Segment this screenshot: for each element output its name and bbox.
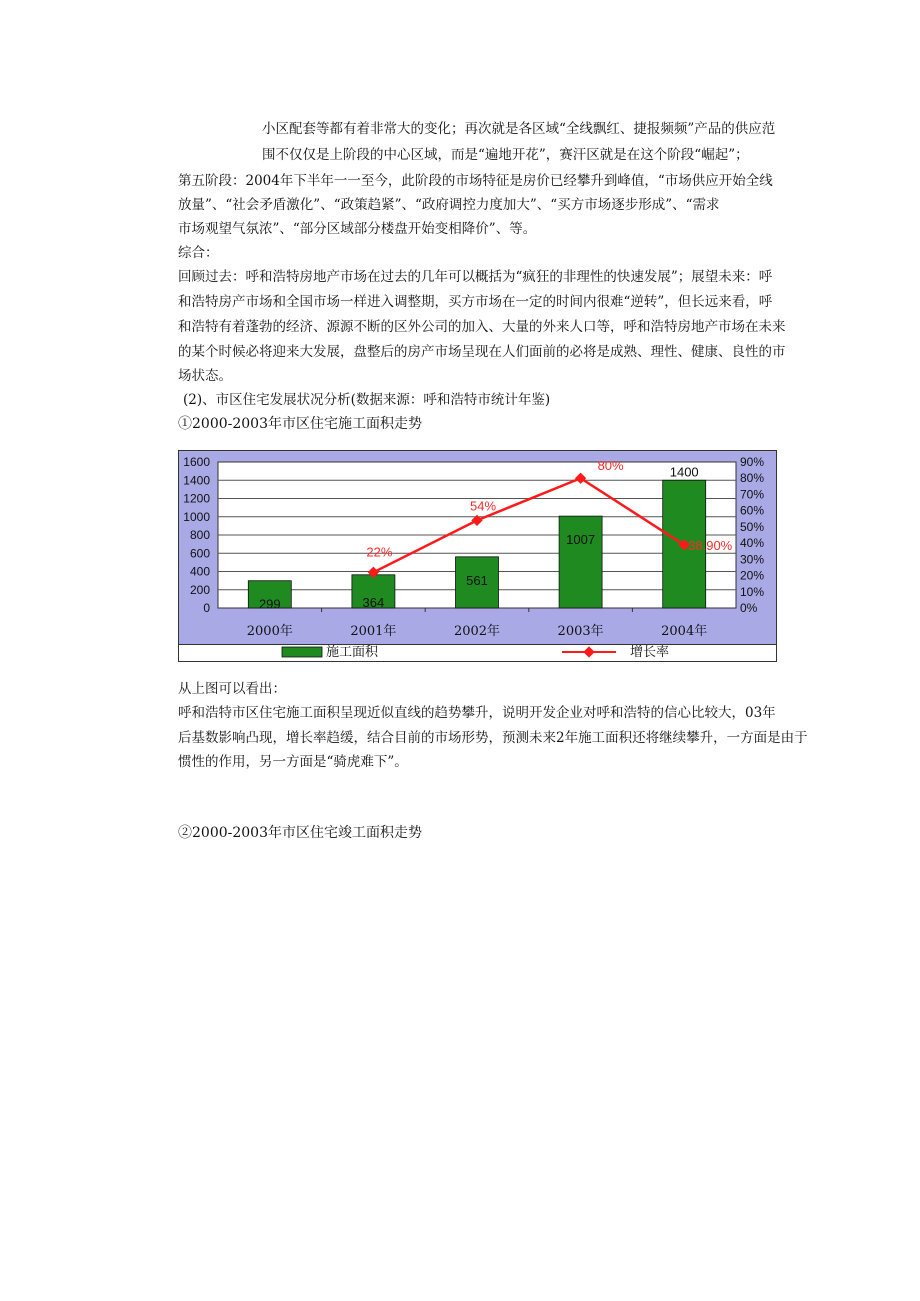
y2-tick-label: 0% [740, 601, 758, 615]
paragraph-line: 从上图可以看出： [178, 681, 286, 697]
paragraph-line: 惯性的作用，另一方面是“骑虎难下”。 [178, 754, 408, 770]
y2-tick-label: 50% [740, 519, 765, 534]
y2-tick-label: 30% [740, 552, 765, 567]
bar-value-label: 364 [362, 595, 385, 610]
x-tick-label: 2004年 [661, 624, 708, 639]
y-tick-label: 1200 [183, 491, 210, 506]
paragraph-line: 放量”、“社会矛盾激化”、“政策趋紧”、“政府调控力度加大”、“买方市场逐步形成”、“需求 [178, 197, 720, 213]
bar-value-label: 561 [466, 572, 488, 588]
chart-title: ①2000-2003年市区住宅施工面积走势 [178, 416, 422, 432]
paragraph-line: 和浩特房产市场和全国市场一样进入调整期，买方市场在一定的时间内很难“逆转”，但长远来看，呼 [178, 294, 773, 310]
bar-value-label: 1007 [566, 532, 596, 548]
y2-tick-label: 40% [740, 536, 765, 551]
y2-tick-label: 80% [740, 471, 765, 486]
y-tick-label: 1600 [183, 455, 210, 469]
paragraph-line: 的某个时候必将迎来大发展，盘整后的房产市场呈现在人们面前的必将是成熟、理性、健康、良性的市 [178, 344, 786, 360]
x-tick-label: 2002年 [453, 624, 501, 639]
paragraph-line: 回顾过去：呼和浩特房地产市场在过去的几年可以概括为“疯狂的非理性的快速发展”；展望未来：呼 [178, 269, 773, 285]
bar-value-label: 299 [258, 596, 281, 612]
bar [559, 516, 602, 608]
construction-area-chart [178, 450, 777, 662]
y-tick-label: 0 [203, 601, 210, 615]
paragraph-line: 呼和浩特市区住宅施工面积呈现近似直线的趋势攀升，说明开发企业对呼和浩特的信心比较大，03年 [178, 705, 776, 721]
x-tick-label: 2001年 [350, 624, 397, 639]
y-tick-label: 1400 [183, 473, 210, 488]
y2-tick-label: 70% [740, 487, 765, 502]
y2-tick-label: 60% [740, 503, 765, 518]
y2-tick-label: 10% [740, 584, 765, 599]
section-heading: ②2000-2003年市区住宅竣工面积走势 [178, 825, 422, 841]
legend-label-line: 增长率 [630, 645, 670, 660]
paragraph-line: 第五阶段：2004年下半年一一至今，此阶段的市场特征是房价已经攀升到峰值，“市场供应开始全线 [178, 173, 773, 189]
y-tick-label: 600 [189, 546, 210, 561]
paragraph-line: 综合： [178, 245, 219, 261]
line-value-label: 80% [597, 458, 624, 474]
paragraph-line: 场状态。 [178, 368, 232, 384]
paragraph-line: 围不仅仅是上阶段的中心区域，而是“遍地开花”，赛汗区就是在这个阶段“崛起”； [262, 147, 749, 163]
legend-bar-swatch [282, 647, 322, 657]
y-tick-label: 400 [189, 564, 210, 579]
section-heading: (2)、市区住宅发展状况分析(数据来源：呼和浩特市统计年鉴) [183, 392, 551, 408]
paragraph-line: 小区配套等都有着非常大的变化；再次就是各区域“全线飘红、捷报频频”产品的供应范 [262, 121, 776, 137]
y-tick-label: 200 [189, 582, 210, 597]
legend-label-bar: 施工面积 [326, 645, 379, 660]
line-value-label: 22% [366, 544, 393, 560]
x-tick-label: 2003年 [557, 624, 604, 639]
bar-value-label: 1400 [669, 464, 699, 480]
paragraph-line: 市场观望气氛浓”、“部分区域部分楼盘开始变相降价”、等。 [178, 221, 537, 237]
y-tick-label: 800 [189, 528, 210, 542]
y2-tick-label: 20% [740, 568, 765, 583]
paragraph-line: 后基数影响凸现，增长率趋缓，结合目前的市场形势，预测未来2年施工面积还将继续攀升，一方面是由于 [178, 730, 808, 746]
y-tick-label: 1000 [183, 509, 210, 524]
line-value-label: 54% [469, 498, 497, 514]
paragraph-line: 和浩特有着蓬勃的经济、源源不断的区外公司的加入、大量的外来人口等，呼和浩特房地产市场在未来 [178, 319, 786, 335]
x-tick-label: 2000年 [246, 624, 293, 639]
line-value-label: 38.90% [688, 537, 733, 553]
y2-tick-label: 90% [740, 455, 765, 469]
